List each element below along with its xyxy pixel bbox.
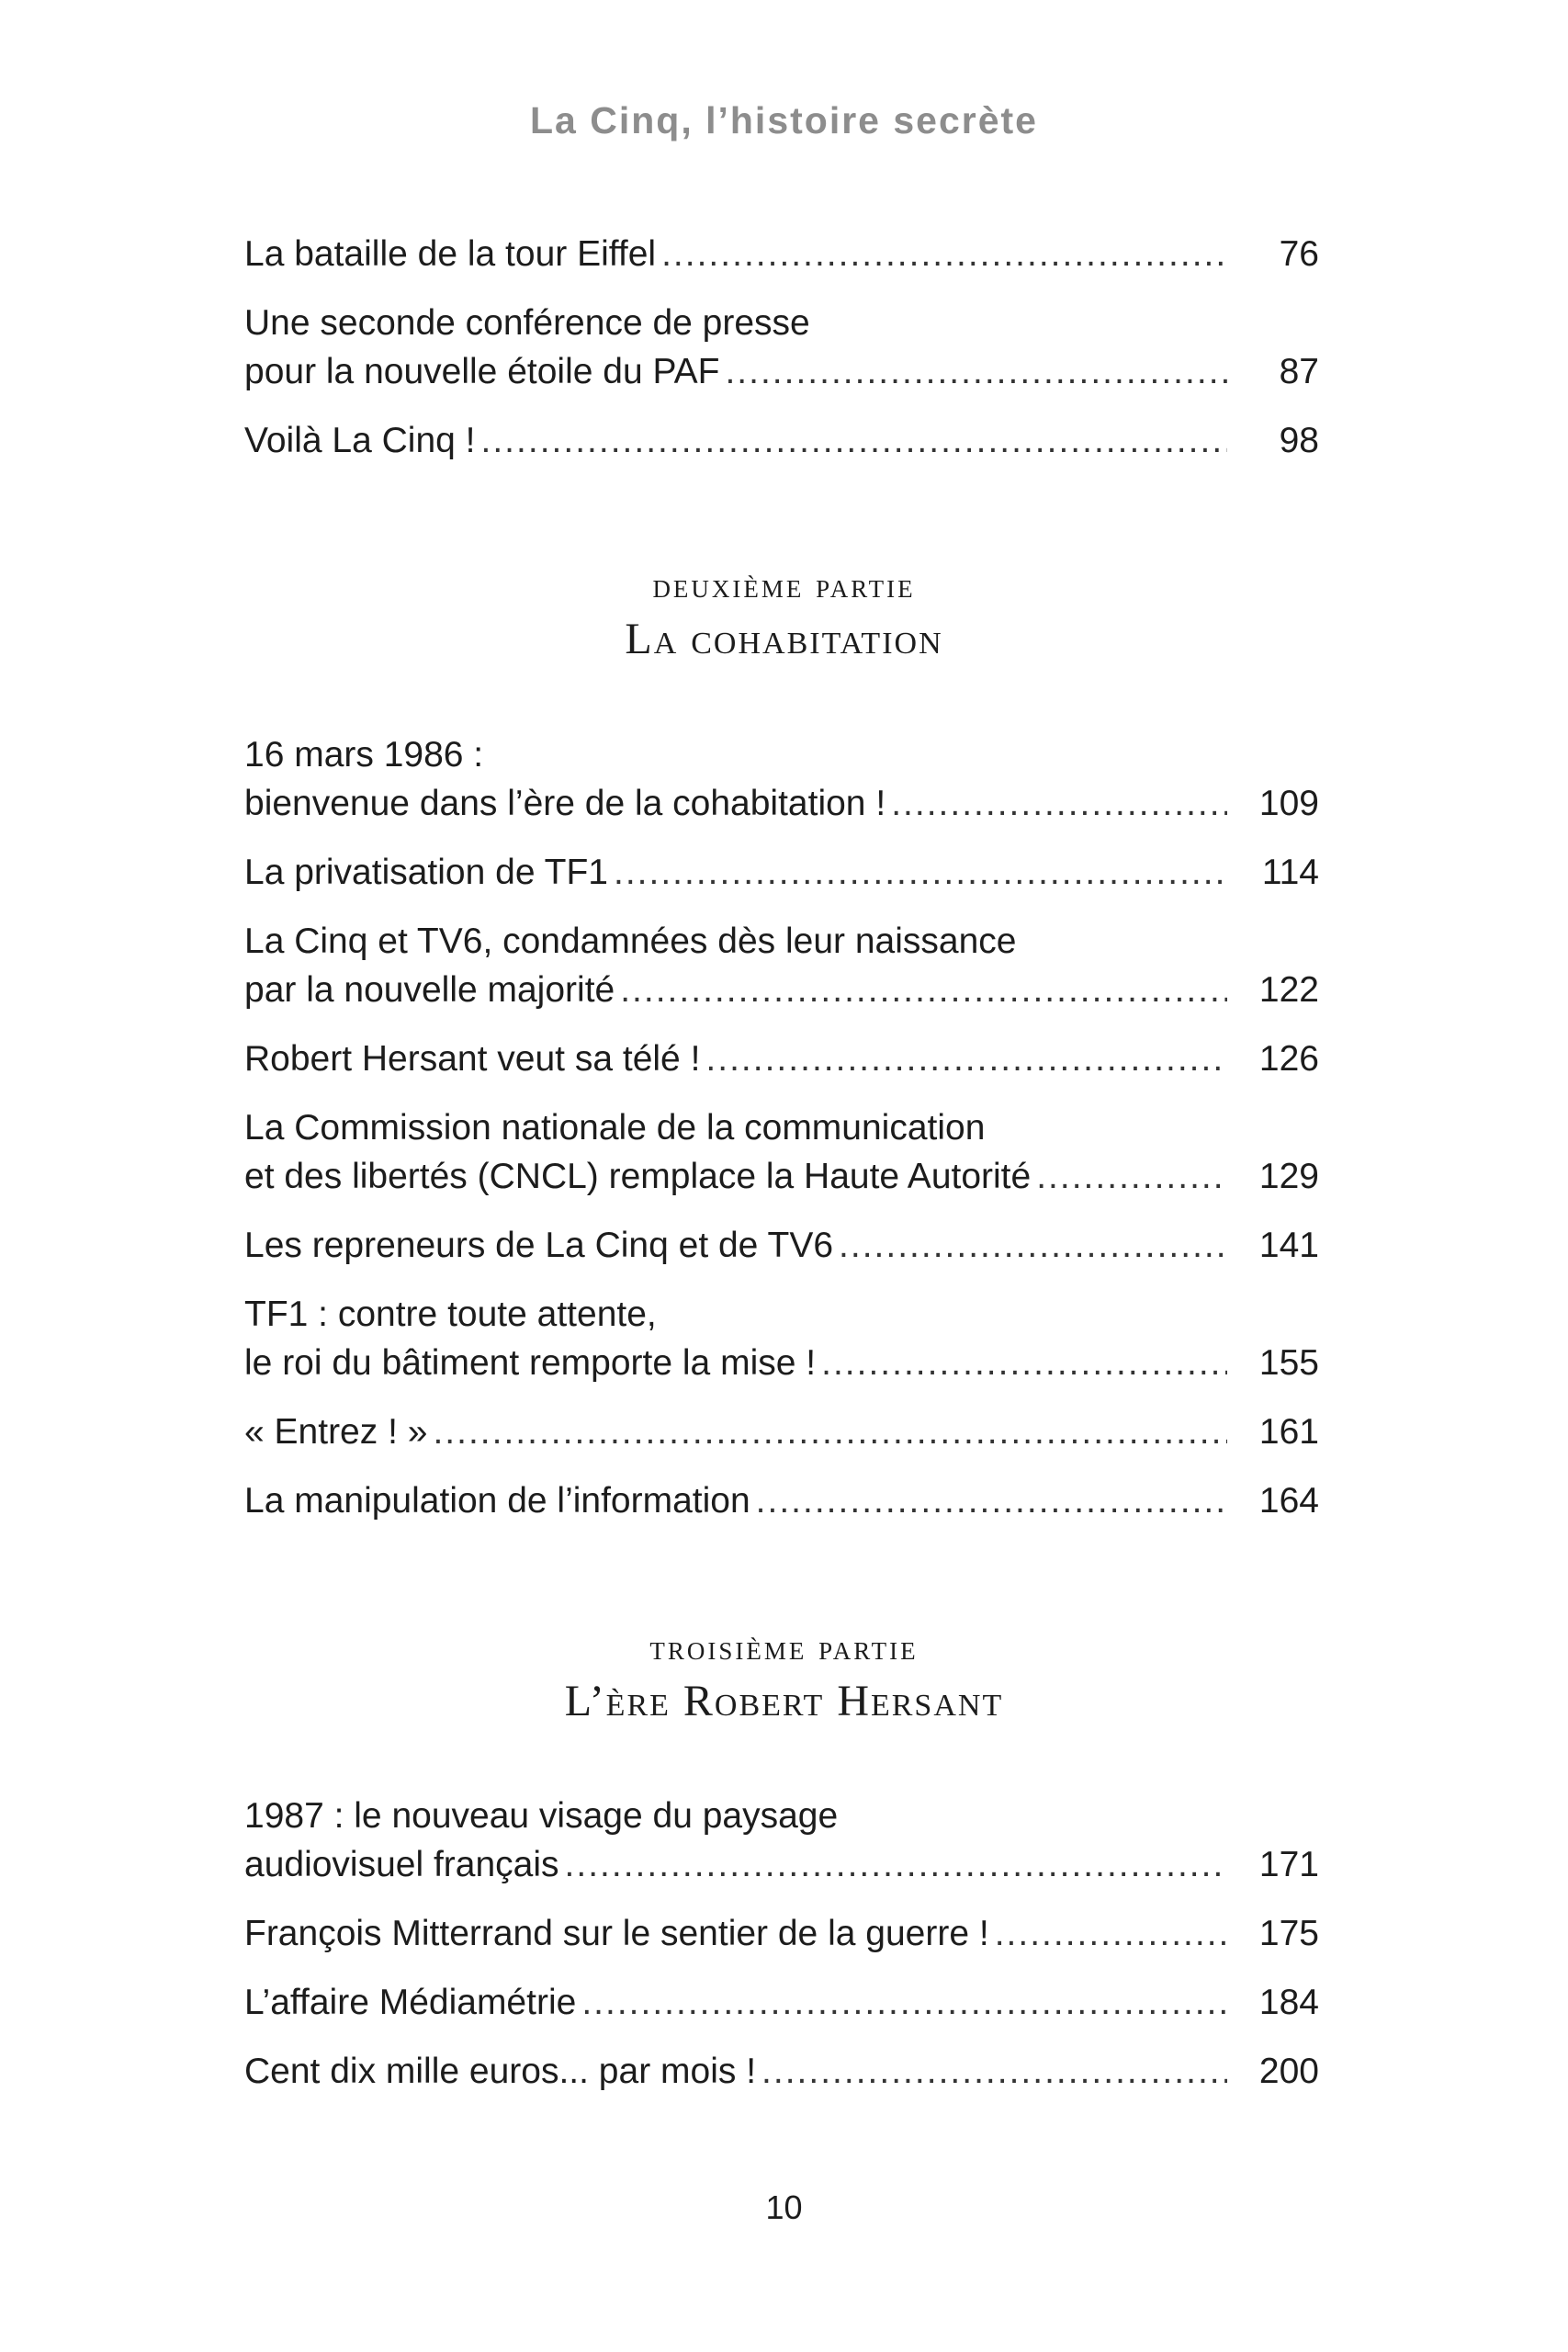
- toc-page-number: 114: [1261, 853, 1319, 892]
- toc-page-number: 98: [1279, 421, 1319, 460]
- toc-entry-title-line: 1987 : le nouveau visage du paysage: [244, 1796, 839, 1836]
- dot-leader: [821, 1339, 1227, 1387]
- toc-page-number: 164: [1258, 1481, 1319, 1521]
- toc-entry-title-line: 16 mars 1986 :: [244, 735, 484, 775]
- toc-section-1: [244, 230, 1319, 465]
- toc-page-number: 171: [1258, 1845, 1319, 1884]
- toc-entry-row: [244, 1339, 1319, 1387]
- toc-entry-title-line: La Cinq et TV6, condamnées dès leur naissance: [244, 922, 1017, 961]
- toc-entry-row: [244, 1221, 1319, 1270]
- toc-section-2: [244, 730, 1319, 1525]
- toc-entry-title: pour la nouvelle étoile du PAF: [244, 352, 720, 391]
- toc-entry-title: La privatisation de TF1: [244, 853, 608, 892]
- toc-entry: [244, 917, 1319, 1014]
- toc-entry: [244, 1035, 1319, 1083]
- toc-entry-title: Cent dix mille euros... par mois !: [244, 2052, 757, 2091]
- toc-entry-row: [244, 1978, 1319, 2027]
- dot-leader: [891, 779, 1227, 828]
- toc-entry-title-line: La Commission nationale de la communication: [244, 1108, 986, 1148]
- dot-leader: [756, 1476, 1227, 1525]
- toc-page-number: 155: [1258, 1343, 1319, 1383]
- toc-entry-title: « Entrez ! »: [244, 1412, 428, 1452]
- toc-entry: [244, 416, 1319, 465]
- toc-entry-row: [244, 1408, 1319, 1456]
- toc-entry: [244, 1290, 1319, 1387]
- toc-entry-title: L’affaire Médiamétrie: [244, 1983, 577, 2022]
- toc-page-number: 141: [1258, 1226, 1319, 1265]
- toc-entry-row: [244, 416, 1319, 465]
- dot-leader: [581, 1978, 1227, 2027]
- toc-page-number: 200: [1258, 2052, 1319, 2091]
- toc-entry-row: [244, 347, 1319, 396]
- toc-entry-row: [244, 230, 1319, 278]
- dot-leader: [761, 2047, 1227, 2096]
- toc-entry-row: [244, 966, 1319, 1014]
- toc-entry: [244, 730, 1319, 828]
- dot-leader: [839, 1221, 1227, 1270]
- toc-entry: [244, 1476, 1319, 1525]
- toc-entry-row: [244, 779, 1319, 828]
- dot-leader: [481, 416, 1227, 465]
- toc-page-number: 161: [1258, 1412, 1319, 1452]
- toc-page-number: 109: [1258, 784, 1319, 823]
- toc-section-3: [244, 1792, 1319, 2096]
- toc-entry: [244, 230, 1319, 278]
- toc-entry-row: [244, 1035, 1319, 1083]
- toc-entry-title: par la nouvelle majorité: [244, 970, 615, 1010]
- toc-entry-title: le roi du bâtiment remporte la mise !: [244, 1343, 817, 1383]
- toc-entry-title: François Mitterrand sur le sentier de la guerre !: [244, 1914, 989, 1953]
- toc-entry-title-line: Une seconde conférence de presse: [244, 303, 810, 343]
- toc-page-number: 122: [1258, 970, 1319, 1010]
- toc-page-number: 126: [1258, 1039, 1319, 1079]
- toc-entry: [244, 2047, 1319, 2096]
- part-heading-2: [0, 562, 1568, 669]
- toc-entry-title: Voilà La Cinq !: [244, 421, 476, 460]
- part-label: deuxième partie: [652, 566, 916, 605]
- toc-entry-title: audiovisuel français: [244, 1845, 559, 1884]
- part-title: La cohabitation: [625, 615, 943, 663]
- toc-entry: [244, 1408, 1319, 1456]
- toc-page-number: 87: [1279, 352, 1319, 391]
- dot-leader: [705, 1035, 1227, 1083]
- toc-entry-title: Robert Hersant veut sa télé !: [244, 1039, 701, 1079]
- toc-entry-title: bienvenue dans l’ère de la cohabitation !: [244, 784, 886, 823]
- toc-entry: [244, 1909, 1319, 1958]
- toc-page-number: 175: [1258, 1914, 1319, 1953]
- toc-entry-row: [244, 1476, 1319, 1525]
- running-header: La Cinq, l’histoire secrète: [530, 99, 1038, 141]
- dot-leader: [1036, 1152, 1227, 1201]
- toc-page-number: 76: [1279, 234, 1319, 274]
- dot-leader: [995, 1909, 1227, 1958]
- toc-entry-title: et des libertés (CNCL) remplace la Haute Autorité: [244, 1157, 1032, 1196]
- toc-entry-title-line: TF1 : contre toute attente,: [244, 1295, 657, 1334]
- dot-leader: [661, 230, 1227, 278]
- part-heading-3: [0, 1624, 1568, 1731]
- toc-entry-title: La manipulation de l’information: [244, 1481, 750, 1521]
- toc-page-number: 129: [1258, 1157, 1319, 1196]
- toc-entry-title: Les repreneurs de La Cinq et de TV6: [244, 1226, 834, 1265]
- toc-entry: [244, 1221, 1319, 1270]
- toc-entry: [244, 1792, 1319, 1889]
- toc-page-number: 184: [1258, 1983, 1319, 2022]
- dot-leader: [620, 966, 1227, 1014]
- dot-leader: [565, 1840, 1227, 1889]
- toc-entry-row: [244, 848, 1319, 897]
- toc-entry-row: [244, 1909, 1319, 1958]
- part-title: L’ère Robert Hersant: [564, 1677, 1004, 1725]
- toc-entry: [244, 1103, 1319, 1201]
- dot-leader: [614, 848, 1227, 897]
- toc-entry: [244, 299, 1319, 396]
- toc-entry-title: La bataille de la tour Eiffel: [244, 234, 657, 274]
- toc-entry: [244, 1978, 1319, 2027]
- dot-leader: [725, 347, 1227, 396]
- toc-entry: [244, 848, 1319, 897]
- toc-entry-row: [244, 1152, 1319, 1201]
- toc-entry-row: [244, 2047, 1319, 2096]
- part-label: troisième partie: [649, 1628, 919, 1668]
- toc-entry-row: [244, 1840, 1319, 1889]
- page-number: 10: [765, 2188, 803, 2226]
- dot-leader: [433, 1408, 1227, 1456]
